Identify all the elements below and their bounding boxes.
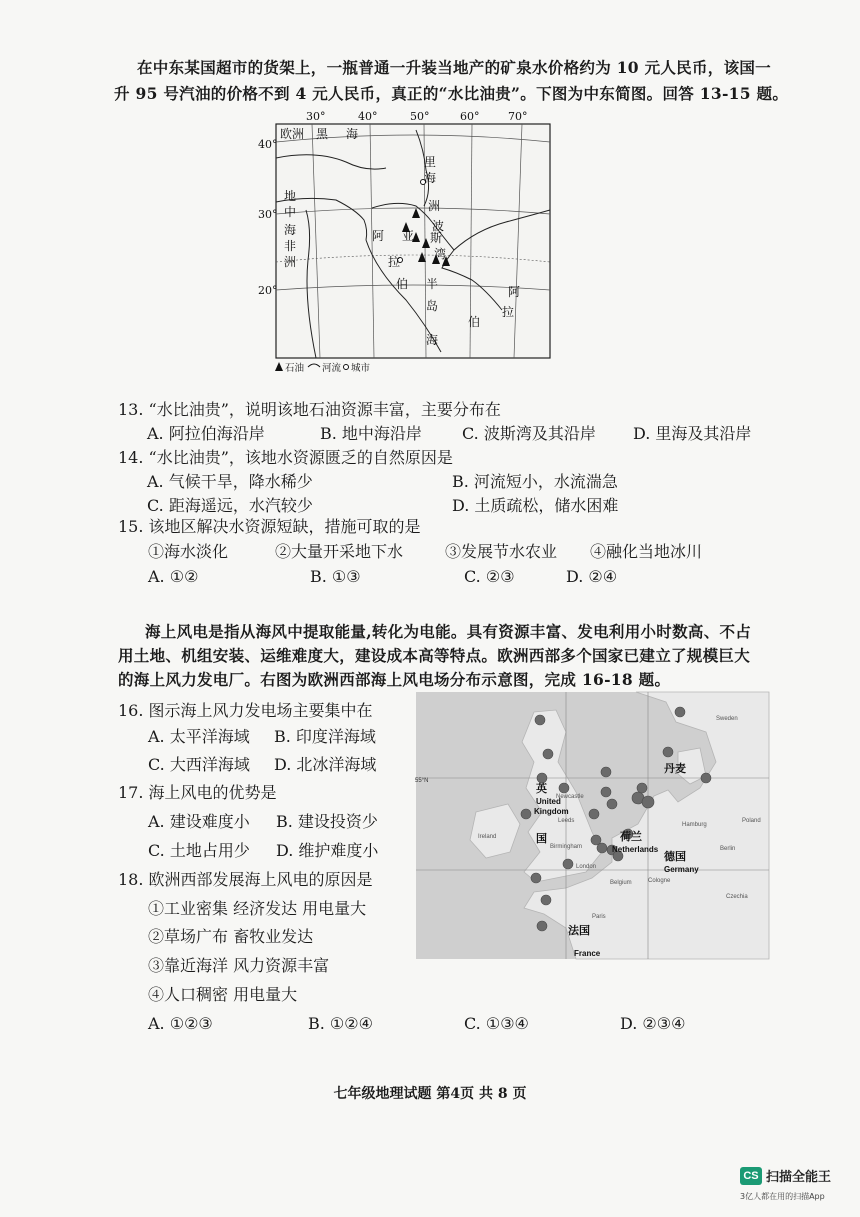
q13-stem: 13. “水比油贵”，说明该地石油资源丰富，主要分布在 [118, 400, 501, 419]
label-asia: 洲 [428, 199, 441, 213]
q16-option-b: B. 印度洋海域 [274, 727, 376, 746]
lat-tick: 20° [258, 284, 278, 297]
q15-stem: 15. 该地区解决水资源短缺，措施可取的是 [118, 517, 421, 536]
label-peninsula: 半 [426, 277, 439, 291]
q13-option-d: D. 里海及其沿岸 [633, 424, 752, 443]
q17-option-c: C. 土地占用少 [148, 841, 250, 860]
q15-item-1: ①海水淡化 [148, 542, 229, 561]
camscanner-name: 扫描全能王 [766, 1170, 832, 1185]
label-med: 地 [284, 189, 297, 203]
camscanner-logo-icon: CS [740, 1167, 762, 1185]
label-leeds: Leeds [558, 818, 575, 824]
label-arabia: 阿 [372, 229, 385, 243]
legend-oil: 石油 [285, 363, 305, 374]
q16-option-c: C. 大西洋海域 [148, 755, 250, 774]
label-uk-cn: 英 [536, 783, 547, 795]
intro1-line2: 升 95 号汽油的价格不到 4 元人民币，真正的“水比油贵”。下图为中东简图。回答 13-15 题。 [114, 84, 789, 103]
label-arabia: 拉 [388, 255, 401, 269]
q14-option-c: C. 距海遥远，水汽较少 [147, 496, 313, 515]
lon-tick: 60° [460, 110, 480, 123]
q18-option-c: C. ①③④ [464, 1014, 529, 1033]
label-arabian-sea: 拉 [502, 305, 515, 319]
label-europe: 欧洲 [280, 127, 305, 141]
q15-option-d: D. ②④ [566, 567, 618, 586]
label-france-en: France [574, 949, 601, 958]
q18-stem: 18. 欧洲西部发展海上风电的原因是 [118, 870, 373, 889]
q14-option-a: A. 气候干旱，降水稀少 [147, 472, 313, 491]
label-gulf: 波 [432, 219, 445, 233]
label-poland: Poland [742, 818, 761, 824]
label-arabian-sea: 阿 [508, 285, 521, 299]
lat-tick: 30° [258, 208, 278, 221]
legend-river: 河流 [322, 363, 342, 374]
q18-item-4: ④人口稠密 用电量大 [148, 985, 298, 1004]
label-france-cn: 法国 [568, 925, 590, 937]
q15-option-b: B. ①③ [310, 567, 361, 586]
label-sea: 海 [346, 127, 359, 141]
lon-tick: 30° [306, 110, 326, 123]
intro2-line2: 用土地、机组安装、运维难度大，建设成本高等特点。欧洲西部多个国家已建立了规模巨大 [118, 646, 751, 665]
lat-tick: 40° [258, 138, 278, 151]
offshore-wind-map [416, 692, 769, 959]
lon-tick: 70° [508, 110, 528, 123]
q14-stem: 14. “水比油贵”，该地水资源匮乏的自然原因是 [118, 448, 453, 467]
label-paris: Paris [592, 914, 606, 920]
q13-option-b: B. 地中海沿岸 [320, 424, 422, 443]
label-denmark: 丹麦 [664, 763, 686, 775]
middle-east-map [258, 110, 552, 374]
q17-option-a: A. 建设难度小 [148, 812, 250, 831]
label-asia: 亚 [402, 229, 415, 243]
label-black: 黑 [316, 127, 329, 141]
q15-option-a: A. ①② [148, 567, 199, 586]
camscanner-tagline: 3亿人都在用的扫描App [740, 1192, 825, 1201]
q14-option-b: B. 河流短小，水流湍急 [452, 472, 618, 491]
label-ireland: Ireland [478, 834, 497, 840]
label-caspian: 海 [424, 171, 437, 185]
label-gulf: 湾 [434, 247, 447, 261]
label-caspian: 里 [424, 155, 437, 169]
label-uk-cn2: 国 [536, 833, 547, 845]
label-hamburg: Hamburg [682, 822, 707, 828]
intro1-line1: 在中东某国超市的货架上，一瓶普通一升装当地产的矿泉水价格约为 10 元人民币，该国一 [137, 58, 771, 77]
q15-item-2: ②大量开采地下水 [275, 542, 404, 561]
label-belgium: Belgium [610, 880, 632, 886]
lon-tick: 40° [358, 110, 378, 123]
lat-55-label: 55°N [415, 778, 429, 784]
q15-option-c: C. ②③ [464, 567, 515, 586]
q13-option-c: C. 波斯湾及其沿岸 [462, 424, 596, 443]
label-uk-en1: United [536, 797, 561, 806]
q17-option-b: B. 建设投资少 [276, 812, 378, 831]
intro2-line3: 的海上风力发电厂。右图为欧洲西部海上风电场分布示意图，完成 16-18 题。 [118, 670, 671, 689]
q18-item-1: ①工业密集 经济发达 用电量大 [148, 899, 367, 918]
label-netherlands-en: Netherlands [612, 845, 659, 854]
label-london: London [576, 864, 597, 870]
label-africa: 洲 [284, 255, 297, 269]
label-germany-en: Germany [664, 865, 699, 874]
label-newcastle: Newcastle [556, 794, 584, 800]
label-med: 中 [284, 205, 297, 219]
q18-option-b: B. ①②④ [308, 1014, 373, 1033]
legend-city: 城市 [351, 363, 371, 374]
label-cologne: Cologne [648, 878, 671, 884]
q17-option-d: D. 维护难度小 [276, 841, 379, 860]
label-peninsula: 岛 [426, 299, 439, 313]
label-arabian-sea: 伯 [468, 315, 481, 329]
label-arabian-sea: 海 [426, 333, 439, 347]
label-berlin: Berlin [720, 846, 736, 852]
camscanner-watermark [740, 1166, 831, 1202]
label-czechia: Czechia [726, 894, 748, 900]
label-med: 海 [284, 223, 297, 237]
label-gulf: 斯 [430, 231, 443, 245]
page-footer: 七年级地理试题 第4页 共 8 页 [333, 1086, 527, 1102]
lon-tick: 50° [410, 110, 430, 123]
label-africa: 非 [284, 239, 297, 253]
q15-item-4: ④融化当地冰川 [590, 542, 703, 561]
q18-option-a: A. ①②③ [148, 1014, 213, 1033]
label-sweden: Sweden [716, 716, 738, 722]
label-birmingham: Birmingham [550, 844, 583, 850]
q16-stem: 16. 图示海上风力发电场主要集中在 [118, 701, 373, 720]
q16-option-d: D. 北冰洋海域 [274, 755, 377, 774]
q13-option-a: A. 阿拉伯海沿岸 [147, 424, 265, 443]
q18-item-2: ②草场广布 畜牧业发达 [148, 927, 314, 946]
q15-item-3: ③发展节水农业 [445, 542, 558, 561]
q16-option-a: A. 太平洋海域 [148, 727, 250, 746]
q14-option-d: D. 土质疏松，储水困难 [452, 496, 619, 515]
label-uk-en2: Kingdom [534, 807, 569, 816]
q18-option-d: D. ②③④ [620, 1014, 686, 1033]
label-germany-cn: 德国 [664, 851, 686, 863]
label-netherlands-cn: 荷兰 [620, 831, 642, 843]
label-arabia: 伯 [396, 277, 409, 291]
intro2-line1: 海上风电是指从海风中提取能量,转化为电能。具有资源丰富、发电利用小时数高、不占 [145, 622, 752, 641]
q17-stem: 17. 海上风电的优势是 [118, 783, 277, 802]
q18-item-3: ③靠近海洋 风力资源丰富 [148, 956, 330, 975]
